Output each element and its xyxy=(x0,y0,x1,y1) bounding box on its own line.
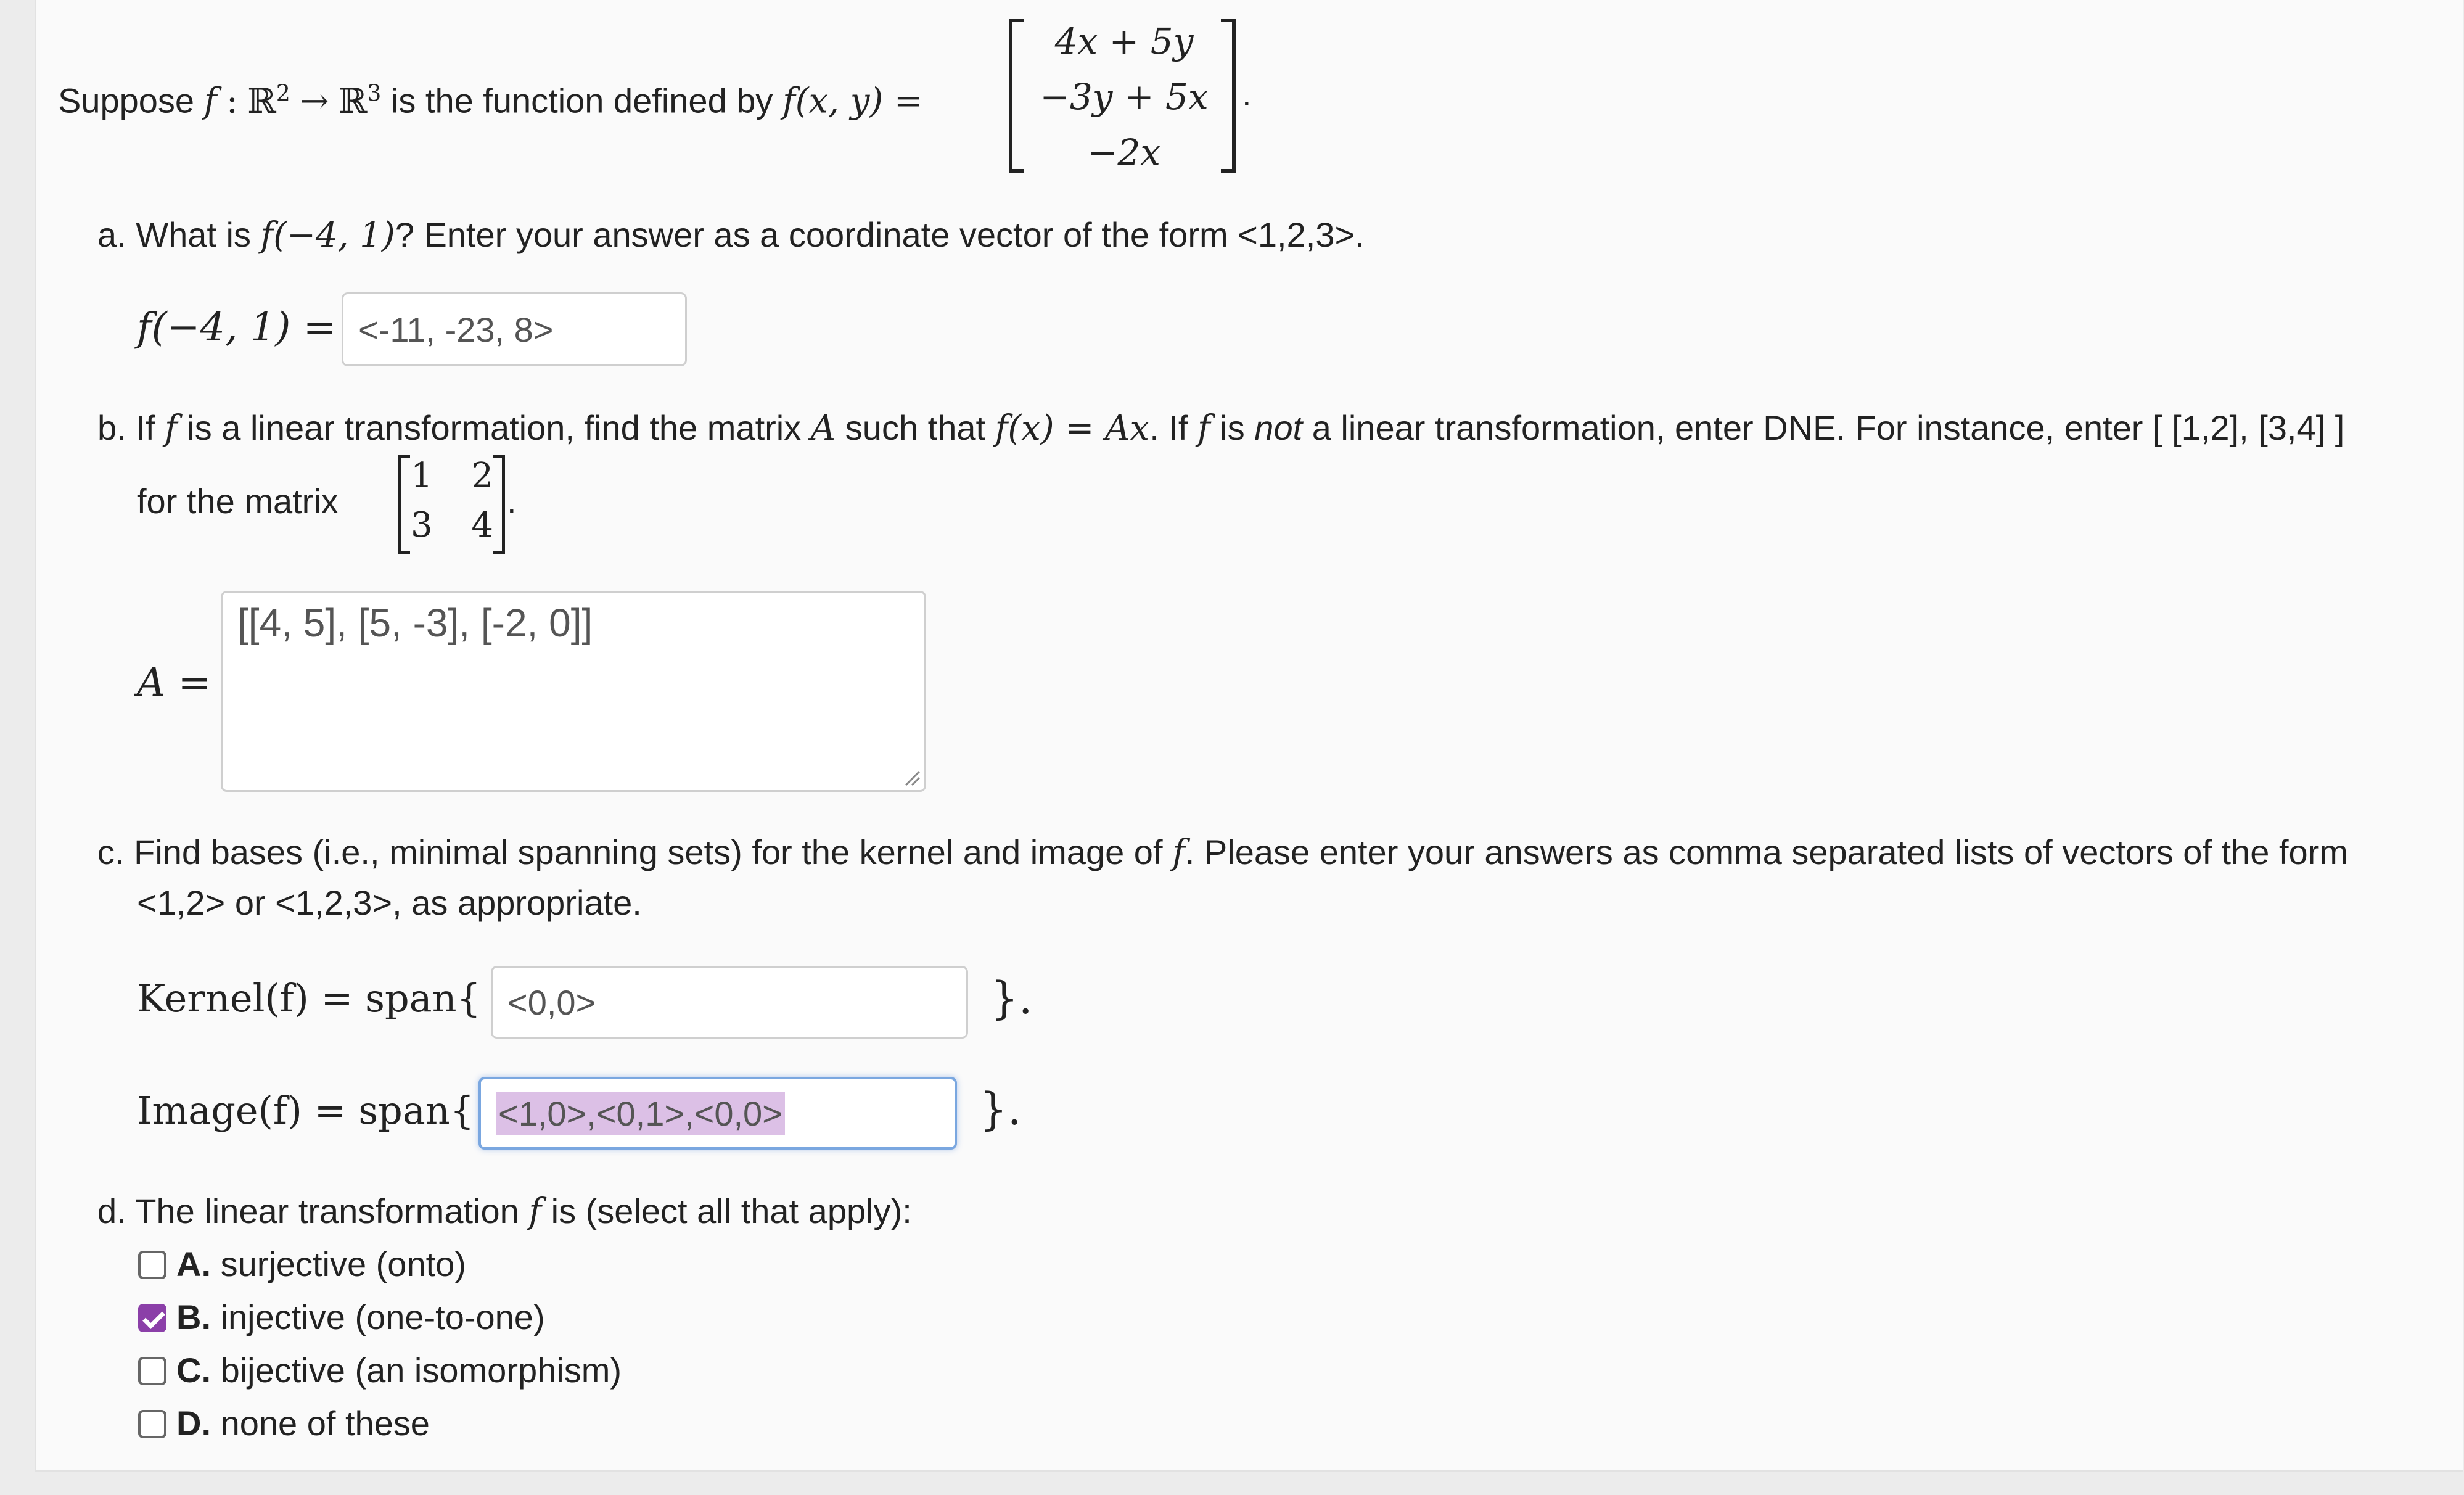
intro-period: . xyxy=(1242,74,1252,113)
intro-defined-by: is the function defined by xyxy=(390,81,773,120)
part-a-math: f(−4, 1) xyxy=(260,215,395,255)
part-b-not: not xyxy=(1254,408,1303,447)
image-label: Image(f) = span{ xyxy=(137,1088,475,1133)
part-a-answer-input[interactable] xyxy=(342,292,687,366)
intro-domain: ℝ$^2$ xyxy=(247,81,290,121)
problem-page xyxy=(35,0,2463,1472)
intro-text xyxy=(58,72,923,124)
vector-row-1: 4x + 5y xyxy=(1054,20,1194,62)
part-b-answer-value: [[4, 5], [5, -3], [-2, 0]] xyxy=(237,601,593,645)
intro-fxy: f(x, y) = xyxy=(782,81,923,121)
intro-f: f xyxy=(203,81,217,121)
resize-grip-icon[interactable] xyxy=(903,769,921,786)
example-matrix xyxy=(406,451,498,550)
part-c-prompt: c. Find bases (i.e., minimal spanning sets) for the kernel and image of f. Please enter your answers as comma separated lists of vectors of the form xyxy=(97,833,2348,873)
option-b-label[interactable]: B. injective (one-to-one) xyxy=(176,1298,545,1336)
intro-arrow: → xyxy=(300,81,329,121)
part-a-label: f(−4, 1) = xyxy=(137,305,337,350)
kernel-answer-value: <0,0> xyxy=(507,982,596,1022)
part-b-prompt: b. If f is a linear transformation, find the matrix A such that f(x) = Ax. If f is not a linear transformation, enter DNE. For instance, enter [ [1,2], [3,4] ] xyxy=(97,408,2345,448)
example-matrix-row-1: 1 2 xyxy=(411,456,493,496)
part-d-prompt: d. The linear transformation f is (select all that apply): xyxy=(97,1192,912,1232)
intro-codomain: ℝ$^3$ xyxy=(338,81,382,121)
function-vector xyxy=(1022,14,1226,180)
kernel-close-brace: }. xyxy=(990,972,1033,1024)
option-c-label[interactable]: C. bijective (an isomorphism) xyxy=(176,1351,622,1390)
part-b-answer-textarea[interactable] xyxy=(221,591,926,792)
example-matrix-right-bracket xyxy=(493,455,505,554)
image-close-brace: }. xyxy=(979,1083,1022,1135)
image-answer-input[interactable] xyxy=(478,1077,957,1150)
vector-row-2: −3y + 5x xyxy=(1040,76,1209,118)
intro-colon: : xyxy=(226,81,238,121)
vector-right-bracket xyxy=(1221,19,1236,173)
kernel-label: Kernel(f) = span{ xyxy=(137,976,481,1021)
option-b-checkbox[interactable] xyxy=(138,1304,166,1332)
part-b-label: A = xyxy=(137,660,211,706)
part-a-prompt: a. What is f(−4, 1)? Enter your answer as a coordinate vector of the form <1,2,3>. xyxy=(97,215,1365,255)
option-a-checkbox[interactable] xyxy=(138,1251,166,1279)
part-b-line2: for the matrix xyxy=(137,482,339,521)
option-a-label[interactable]: A. surjective (onto) xyxy=(176,1245,466,1283)
vector-row-3: −2x xyxy=(1087,131,1161,173)
option-d-label[interactable]: D. none of these xyxy=(176,1404,430,1443)
part-c-line2: <1,2> or <1,2,3>, as appropriate. xyxy=(137,883,642,922)
part-a-answer-value: <-11, -23, 8> xyxy=(358,310,554,349)
image-answer-value: <1,0>,<0,1>,<0,0> xyxy=(496,1092,785,1135)
option-c-checkbox[interactable] xyxy=(138,1357,166,1385)
part-b-dot: . xyxy=(507,482,517,521)
example-matrix-row-2: 3 4 xyxy=(411,505,493,545)
kernel-answer-input[interactable] xyxy=(491,966,968,1039)
option-d-checkbox[interactable] xyxy=(138,1410,166,1438)
intro-suppose: Suppose xyxy=(58,81,195,120)
vector-left-bracket xyxy=(1009,19,1024,173)
